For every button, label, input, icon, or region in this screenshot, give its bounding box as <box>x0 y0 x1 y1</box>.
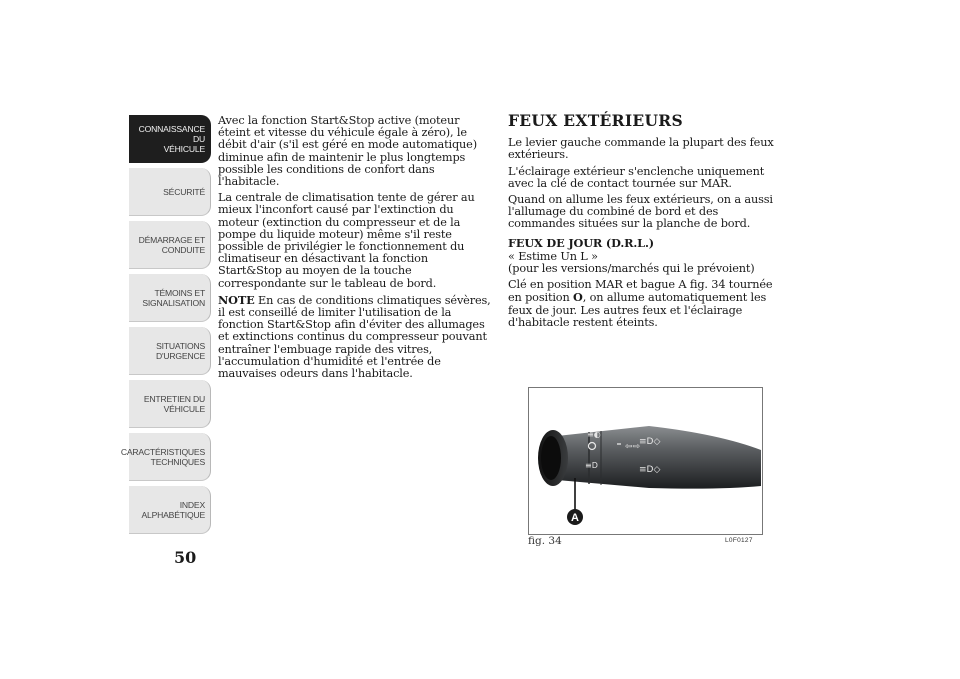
right-column <box>508 111 784 333</box>
figure-code: L0F0127 <box>725 537 753 544</box>
svg-text:≡D◇: ≡D◇ <box>639 465 661 475</box>
version-note: (pour les versions/marchés qui le prévoient) <box>508 262 755 276</box>
tab-label: SÉCURITÉ <box>163 186 205 197</box>
tab-connaissance-vehicule[interactable] <box>129 115 211 163</box>
paragraph: L'éclairage extérieur s'enclenche uniquement avec la clé de contact tournée sur MAR. <box>508 164 765 190</box>
tab-temoins-signalisation[interactable] <box>129 274 211 322</box>
subsection-heading: FEUX DE JOUR (D.R.L.) <box>508 235 654 250</box>
text-run: Clé en position MAR et bague A fig. 34 tournée en position <box>508 278 773 305</box>
text-run: , on allume automatiquement les feux de jour. Les autres feux et l'éclairage d'habitacle restent éteints. <box>508 291 767 329</box>
tab-situations-urgence[interactable] <box>129 327 211 375</box>
tab-label: SITUATIONS D'URGENCE <box>155 340 205 361</box>
page-number: 50 <box>174 548 197 567</box>
tab-index-alphabetique[interactable] <box>129 486 211 534</box>
section-heading: FEUX EXTÉRIEURS <box>508 111 683 130</box>
position-o-label: O <box>573 290 583 305</box>
note-text: En cas de conditions climatiques sévères, il est conseillé de limiter l'utilisation de la fonction Start&Stop afin d'éviter des allumages et extinctions continus du compresseur pouvant entraîner l'embuage rapide des vitres, l'accumulation d'humidité et l'entrée de mauvaises odeurs dans l'habitacle. <box>218 293 491 381</box>
tab-demarrage-conduite[interactable] <box>129 221 211 269</box>
paragraph: Le levier gauche commande la plupart des feux extérieurs. <box>508 136 774 162</box>
note-label: NOTE <box>218 292 255 307</box>
version-name: « Estime Un L » <box>508 249 598 263</box>
tab-caracteristiques-techniques[interactable] <box>120 433 211 481</box>
tab-label: DÉMARRAGE ET CONDUITE <box>138 234 205 255</box>
paragraph: Quand on allume les feux extérieurs, on a aussi l'allumage du combiné de bord et des commandes situées sur la planche de bord. <box>508 193 773 231</box>
svg-text:≡D◇: ≡D◇ <box>639 437 661 447</box>
tab-securite[interactable] <box>129 168 211 216</box>
paragraph <box>508 279 784 329</box>
svg-text:≡◐: ≡◐ <box>587 430 601 439</box>
tab-label: INDEX ALPHABÉTIQUE <box>141 499 205 520</box>
chapter-tabs <box>120 115 211 539</box>
tab-label: CARACTÉRISTIQUES TECHNIQUES <box>120 446 205 467</box>
tab-label: TÉMOINS ET SIGNALISATION <box>142 287 205 308</box>
paragraph: Avec la fonction Start&Stop active (moteur éteint et vitesse du véhicule égale à zéro), le débit d'air (s'il est géré en mode automatique) diminue afin de maintenir le plus longtemps possible les conditions de confort dans l'habitacle. <box>218 114 477 189</box>
paragraph: La centrale de climatisation tente de gérer au mieux l'inconfort causé par l'extinction du moteur (extinction du compresseur et de la pompe du liquide moteur) même s'il reste possible de privilégier le fonctionnement du climatiseur en désactivant la fonction Start&Stop au moyen de la touche correspondante sur le tableau de bord. <box>218 191 475 290</box>
tab-label: CONNAISSANCE DU VÉHICULE <box>138 123 205 154</box>
light-stalk-illustration <box>529 388 762 534</box>
figure-34 <box>528 387 763 535</box>
note-paragraph <box>218 294 494 380</box>
svg-text:⇦⇨: ⇦⇨ <box>625 442 641 452</box>
tab-label: ENTRETIEN DU VÉHICULE <box>143 393 205 414</box>
callout-a-label: A <box>571 512 579 524</box>
tab-entretien-vehicule[interactable] <box>129 380 211 428</box>
left-column <box>218 115 494 384</box>
figure-caption: fig. 34 <box>528 535 562 547</box>
svg-text:≡D: ≡D <box>585 461 598 470</box>
